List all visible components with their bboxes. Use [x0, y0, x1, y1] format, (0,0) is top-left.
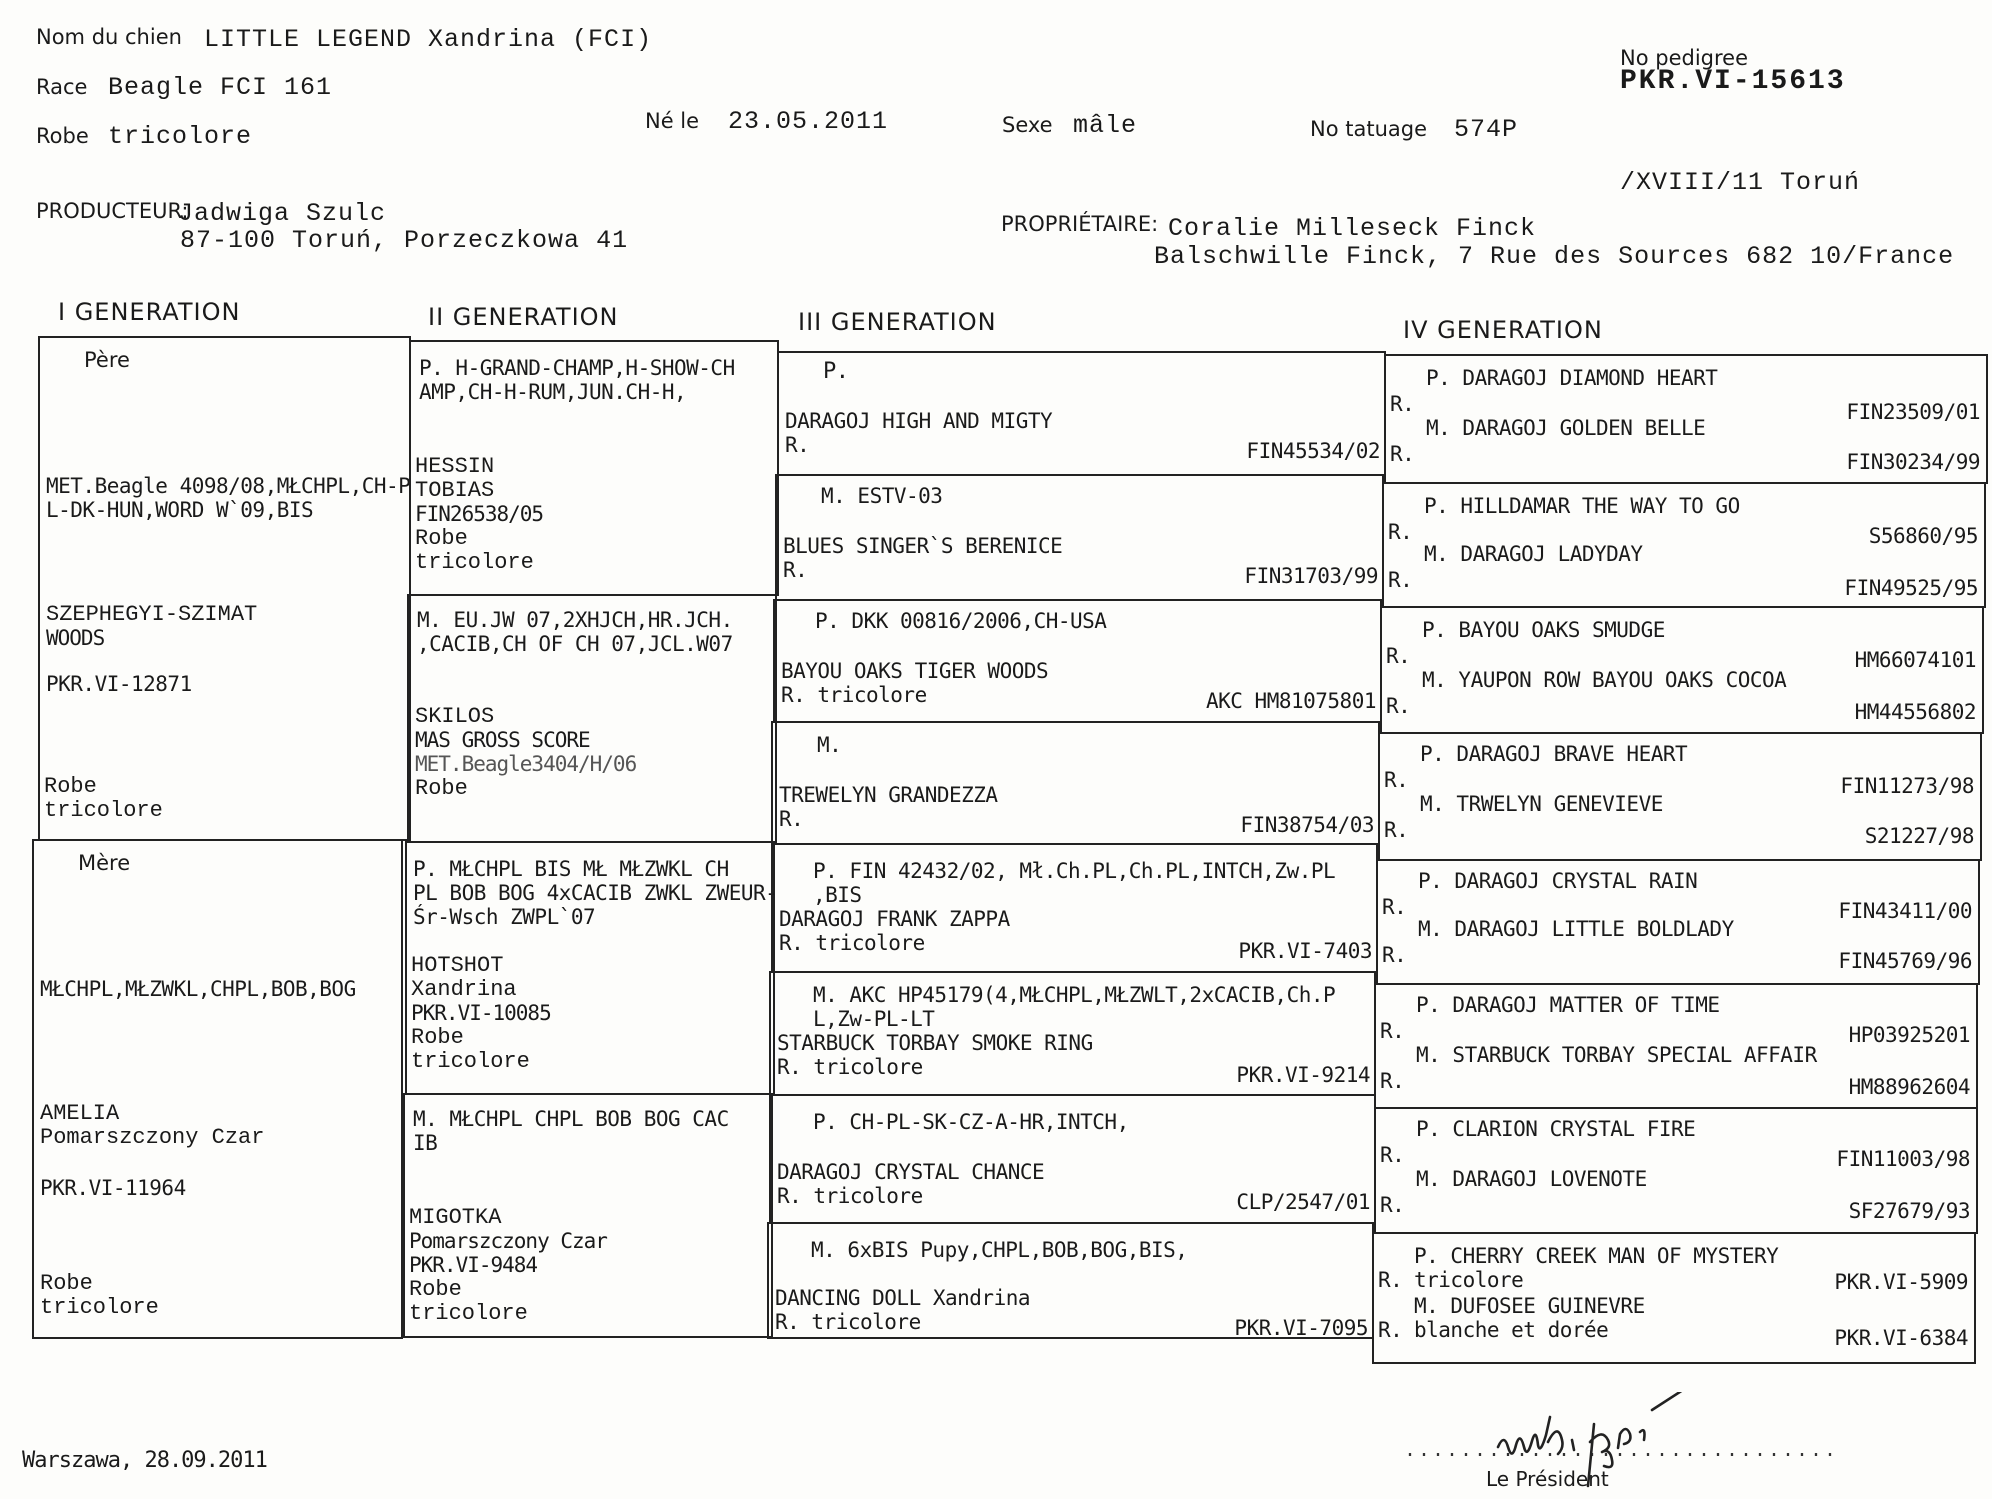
gen3-head: M. AKC HP45179(4,MŁCHPL,MŁZWLT,2xCACIB,Ch.P L,Zw-PL-LT [813, 983, 1336, 1031]
gen4-cell-4 [1378, 732, 1982, 861]
gen2-dam-sire-cell [405, 841, 778, 1095]
dam-registration: PKR.VI-11964 [40, 1176, 186, 1200]
dam-coat: Robe tricolore [40, 1271, 159, 1320]
sex-value: mâle [1073, 111, 1138, 140]
breed-label: Race [36, 75, 88, 99]
gen3-cell-6 [769, 971, 1376, 1096]
gen4-cell-3 [1380, 606, 1984, 734]
gen3-head: P. DKK 00816/2006,CH-USA [815, 609, 1107, 633]
gen4-r: R. [1378, 1318, 1403, 1342]
gen3-r: R. tricolore [775, 1310, 921, 1334]
gen3-name: DARAGOJ HIGH AND MIGTY [785, 409, 1053, 433]
gen4-sire: P. DARAGOJ CRYSTAL RAIN [1418, 869, 1698, 893]
gen3-cell-5 [771, 843, 1378, 973]
gen4-r: R. [1380, 1193, 1405, 1217]
gen4-sire: P. DARAGOJ DIAMOND HEART [1426, 366, 1718, 390]
gen3-head: M. [817, 733, 842, 757]
gen4-r: R. [1380, 1143, 1405, 1167]
gen4-sire-coat: tricolore [1414, 1268, 1524, 1292]
gen2-sire-dam-cell [407, 594, 777, 843]
gen4-sire-registration: HM66074101 [1854, 648, 1976, 672]
gen4-sire: P. HILLDAMAR THE WAY TO GO [1424, 494, 1740, 518]
gen4-cell-6 [1374, 983, 1978, 1109]
gen3-registration: FIN38754/03 [1240, 813, 1374, 837]
gen4-dam: M. STARBUCK TORBAY SPECIAL AFFAIR [1416, 1043, 1817, 1067]
sire-coat: Robe tricolore [44, 774, 163, 823]
gen2-titles: P. MŁCHPL BIS MŁ MŁZWKL CH PL BOB BOG 4xCACIB ZWKL ZWEUR- Śr-Wsch ZWPL`07 [413, 857, 778, 929]
gen3-head: P. CH-PL-SK-CZ-A-HR,INTCH, [813, 1110, 1129, 1134]
gen3-cell-2 [775, 474, 1384, 601]
gen2-details: TOBIAS FIN26538/05 Robe tricolore [415, 478, 544, 575]
dam-titles: MŁCHPL,MŁZWKL,CHPL,BOB,BOG [40, 977, 356, 1001]
gen4-sire-registration: FIN11273/98 [1840, 774, 1974, 798]
gen2-dam-dam-cell [403, 1093, 773, 1338]
gen3-registration: AKC HM81075801 [1205, 689, 1376, 713]
signature-label: Le Président [1486, 1467, 1609, 1491]
owner-address: Balschwille Finck, 7 Rue des Sources 682 10/France [1154, 242, 1955, 271]
signature-line: ............................... [1404, 1440, 1839, 1463]
gen4-cell-5 [1376, 859, 1980, 985]
gen3-cell-8 [767, 1222, 1374, 1339]
gen4-dam: M. DARAGOJ LITTLE BOLDLADY [1418, 917, 1734, 941]
gen3-head: P. FIN 42432/02, Mł.Ch.PL,Ch.PL,INTCH,Zw.PL ,BIS [813, 859, 1336, 907]
breeder-name: Jadwiga Szulc [178, 199, 387, 228]
gen4-sire: P. BAYOU OAKS SMUDGE [1422, 618, 1665, 642]
gen4-dam-registration: FIN45769/96 [1838, 949, 1972, 973]
dog-name: LITTLE LEGEND Xandrina (FCI) [204, 25, 653, 54]
gen2-titles: M. EU.JW 07,2XHJCH,HR.JCH. ,CACIB,CH OF CH 07,JCL.W07 [417, 608, 733, 656]
sire-registration: PKR.VI-12871 [46, 672, 192, 696]
dam-label: Mère [78, 851, 131, 875]
gen4-r: R. [1382, 943, 1407, 967]
gen4-sire-registration: HP03925201 [1848, 1023, 1970, 1047]
gen3-name: DARAGOJ CRYSTAL CHANCE [777, 1160, 1045, 1184]
gen4-dam: M. DUFOSEE GUINEVRE [1414, 1294, 1645, 1318]
gen3-registration: FIN45534/02 [1246, 439, 1380, 463]
gen3-cell-1 [777, 351, 1386, 476]
gen4-sire-registration: FIN43411/00 [1838, 899, 1972, 923]
sire-name: SZEPHEGYI-SZIMAT WOODS [46, 602, 258, 650]
gen4-r: R. [1380, 1019, 1405, 1043]
gen4-cell-2 [1382, 482, 1986, 608]
gen4-sire-registration: PKR.VI-5909 [1834, 1270, 1968, 1294]
tattoo-label: No tatuage [1310, 117, 1427, 141]
gen4-dam-registration: FIN49525/95 [1844, 576, 1978, 600]
born-label: Né le [645, 109, 700, 133]
gen3-cell-3 [773, 599, 1382, 723]
tattoo-value: 574P [1454, 115, 1519, 144]
gen3-name: DANCING DOLL Xandrina [775, 1286, 1031, 1310]
gen4-dam-registration: HM88962604 [1848, 1075, 1970, 1099]
gen2-titles: M. MŁCHPL CHPL BOB BOG CAC IB [413, 1107, 729, 1155]
gen3-name: STARBUCK TORBAY SMOKE RING [777, 1031, 1093, 1055]
gen4-cell-7 [1374, 1107, 1978, 1234]
dog-name-label: Nom du chien [36, 25, 182, 49]
gen2-sire-sire-cell [409, 340, 779, 596]
gen4-dam-registration: PKR.VI-6384 [1834, 1326, 1968, 1350]
generation-4-heading: IV GENERATION [1403, 316, 1603, 344]
gen4-r: R. [1382, 895, 1407, 919]
gen4-r: R. [1386, 694, 1411, 718]
born-value: 23.05.2011 [728, 107, 889, 136]
gen2-name: HESSIN [415, 454, 495, 479]
gen4-sire: P. DARAGOJ MATTER OF TIME [1416, 993, 1720, 1017]
sire-cell [38, 336, 411, 841]
generation-1-heading: I GENERATION [58, 298, 241, 326]
gen4-dam: M. DARAGOJ GOLDEN BELLE [1426, 416, 1706, 440]
sex-label: Sexe [1002, 113, 1053, 137]
gen2-name: MIGOTKA [409, 1205, 502, 1230]
gen4-sire-registration: FIN23509/01 [1846, 400, 1980, 424]
gen4-dam-registration: SF27679/93 [1848, 1199, 1970, 1223]
gen2-details: MAS GROSS SCORE MET.Beagle3404/H/06 Robe [415, 728, 637, 801]
gen2-name: HOTSHOT [411, 953, 504, 978]
gen3-registration: PKR.VI-7403 [1238, 939, 1372, 963]
gen3-name: DARAGOJ FRANK ZAPPA [779, 907, 1010, 931]
gen4-cell-1 [1384, 354, 1988, 484]
signature-image [1490, 1392, 1750, 1492]
gen4-r: R. [1384, 818, 1409, 842]
sire-titles: MET.Beagle 4098/08,MŁCHPL,CH-P L-DK-HUN,WORD W`09,BIS [46, 474, 411, 522]
gen3-registration: PKR.VI-7095 [1234, 1316, 1368, 1340]
breed-value: Beagle FCI 161 [108, 73, 333, 102]
gen4-r: R. [1378, 1268, 1403, 1292]
gen4-sire: P. CHERRY CREEK MAN OF MYSTERY [1414, 1244, 1779, 1268]
gen4-dam-registration: FIN30234/99 [1846, 450, 1980, 474]
gen4-dam: M. DARAGOJ LOVENOTE [1416, 1167, 1647, 1191]
gen3-head: M. ESTV-03 [821, 484, 943, 508]
generation-3-heading: III GENERATION [798, 308, 997, 336]
owner-label: PROPRIÉTAIRE: [1001, 212, 1159, 236]
gen4-r: R. [1380, 1069, 1405, 1093]
gen4-r: R. [1384, 768, 1409, 792]
breeder-address: 87-100 Toruń, Porzeczkowa 41 [180, 226, 629, 255]
gen3-cell-7 [769, 1094, 1376, 1224]
gen2-name: SKILOS [415, 704, 495, 729]
gen4-dam-registration: HM44556802 [1854, 700, 1976, 724]
gen3-r: R. [785, 433, 810, 457]
gen3-name: BLUES SINGER`S BERENICE [783, 534, 1063, 558]
gen4-dam: M. YAUPON ROW BAYOU OAKS COCOA [1422, 668, 1787, 692]
gen2-details: Xandrina PKR.VI-10085 Robe tricolore [411, 977, 551, 1074]
gen2-titles: P. H-GRAND-CHAMP,H-SHOW-CH AMP,CH-H-RUM,JUN.CH-H, [419, 356, 735, 404]
gen2-details: Pomarszczony Czar PKR.VI-9484 Robe tricolore [409, 1229, 607, 1326]
coat-value: tricolore [108, 122, 253, 151]
gen4-sire: P. CLARION CRYSTAL FIRE [1416, 1117, 1696, 1141]
gen3-name: BAYOU OAKS TIGER WOODS [781, 659, 1049, 683]
gen3-cell-4 [771, 721, 1380, 845]
gen3-r: R. tricolore [777, 1184, 923, 1208]
sire-label: Père [84, 348, 130, 372]
dam-name: AMELIA Pomarszczony Czar [40, 1101, 265, 1150]
dam-cell [32, 839, 403, 1339]
gen3-name: TREWELYN GRANDEZZA [779, 783, 998, 807]
breeder-label: PRODUCTEUR: [36, 199, 189, 223]
gen4-dam: M. DARAGOJ LADYDAY [1424, 542, 1643, 566]
gen4-r: R. [1386, 644, 1411, 668]
gen3-r: R. [783, 558, 808, 582]
gen3-r: R. tricolore [781, 683, 927, 707]
gen3-r: R. [779, 807, 804, 831]
generation-2-heading: II GENERATION [428, 303, 619, 331]
gen4-dam: M. TRWELYN GENEVIEVE [1420, 792, 1663, 816]
place-date: Warszawa, 28.09.2011 [22, 1448, 267, 1473]
gen4-r: R. [1390, 392, 1415, 416]
gen3-registration: PKR.VI-9214 [1236, 1063, 1370, 1087]
gen3-registration: FIN31703/99 [1244, 564, 1378, 588]
gen4-dam-coat: blanche et dorée [1414, 1318, 1609, 1342]
pedigree-number: PKR.VI-15613 [1620, 66, 1846, 97]
gen3-r: R. tricolore [777, 1055, 923, 1079]
gen4-r: R. [1390, 442, 1415, 466]
gen4-r: R. [1388, 568, 1413, 592]
gen4-r: R. [1388, 520, 1413, 544]
gen4-sire-registration: S56860/95 [1868, 524, 1978, 548]
gen3-head: P. [823, 359, 849, 384]
owner-name: Coralie Milleseck Finck [1168, 214, 1537, 243]
pedigree-suffix: /XVIII/11 Toruń [1620, 168, 1861, 197]
gen4-dam-registration: S21227/98 [1864, 824, 1974, 848]
gen4-cell-8 [1372, 1232, 1976, 1364]
gen3-registration: CLP/2547/01 [1236, 1190, 1370, 1214]
gen4-sire-registration: FIN11003/98 [1836, 1147, 1970, 1171]
coat-label: Robe [36, 124, 89, 148]
pedigree-label: No pedigree [1620, 46, 1748, 70]
gen3-head: M. 6xBIS Pupy,CHPL,BOB,BOG,BIS, [811, 1238, 1188, 1262]
gen4-sire: P. DARAGOJ BRAVE HEART [1420, 742, 1688, 766]
gen3-r: R. tricolore [779, 931, 925, 955]
